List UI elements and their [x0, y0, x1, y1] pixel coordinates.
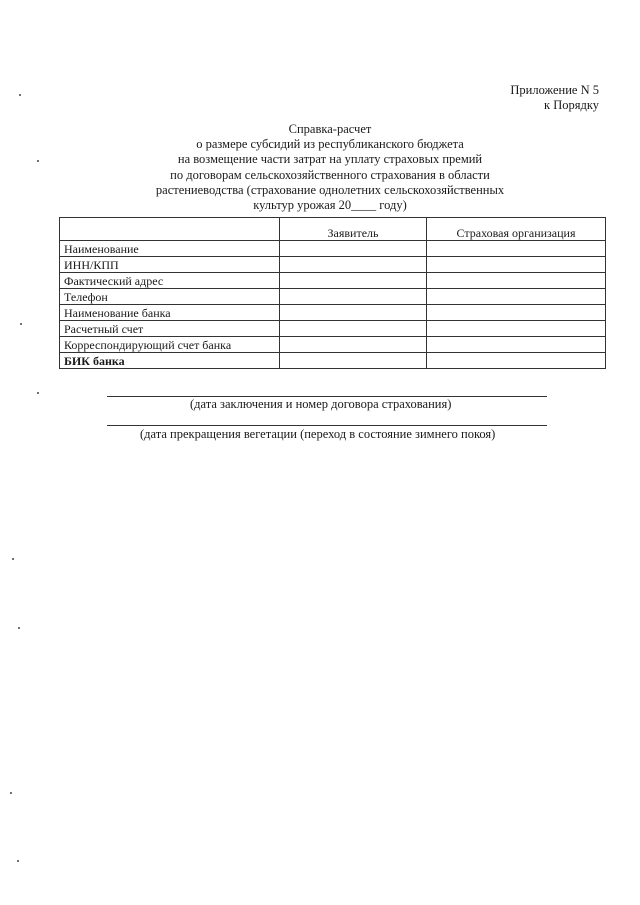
applicant-cell[interactable]	[280, 241, 427, 257]
heading-line: Справка-расчет	[288, 122, 372, 136]
insurer-cell[interactable]	[427, 353, 606, 369]
vegetation-date-line[interactable]	[107, 425, 547, 426]
scan-speck	[20, 323, 22, 325]
heading-line: культур урожая 20____ году)	[253, 198, 407, 213]
scan-speck	[17, 860, 19, 862]
applicant-cell[interactable]	[280, 289, 427, 305]
scan-speck	[19, 94, 21, 96]
table-row	[60, 273, 606, 289]
applicant-cell[interactable]	[280, 273, 427, 289]
column-header-insurer: Страховая организация	[427, 218, 606, 241]
scan-speck	[18, 627, 20, 629]
heading-line: по договорам сельскохозяйственного страхования в области	[170, 167, 490, 182]
table-row	[60, 305, 606, 321]
table-row	[60, 289, 606, 305]
applicant-cell[interactable]	[280, 305, 427, 321]
insurer-cell[interactable]	[427, 273, 606, 289]
requisites-table	[59, 217, 606, 369]
document-heading	[100, 122, 560, 213]
column-header-applicant: Заявитель	[280, 218, 427, 241]
insurer-cell[interactable]	[427, 241, 606, 257]
scan-speck	[37, 392, 39, 394]
heading-line: растениеводства (страхование однолетних сельскохозяйственных	[155, 182, 505, 197]
row-label-corr-account: Корреспондирующий счет банка	[60, 337, 280, 353]
row-label-address: Фактический адрес	[60, 273, 280, 289]
insurer-cell[interactable]	[427, 337, 606, 353]
heading-line: на возмещение части затрат на уплату страховых премий	[177, 152, 483, 167]
row-label-settlement-account: Расчетный счет	[60, 321, 280, 337]
applicant-cell[interactable]	[280, 257, 427, 273]
table-row	[60, 321, 606, 337]
insurer-cell[interactable]	[427, 305, 606, 321]
applicant-cell[interactable]	[280, 321, 427, 337]
applicant-cell[interactable]	[280, 337, 427, 353]
scan-speck	[10, 792, 12, 794]
appendix-number: Приложение N 5	[510, 83, 599, 97]
table-row	[60, 257, 606, 273]
appendix-reference: к Порядку	[544, 98, 599, 112]
heading-line: о размере субсидий из республиканского бюджета	[196, 137, 464, 152]
table-row	[60, 241, 606, 257]
insurer-cell[interactable]	[427, 321, 606, 337]
table-row	[60, 353, 606, 369]
scan-speck	[12, 558, 14, 560]
appendix-label	[510, 83, 599, 113]
applicant-cell[interactable]	[280, 353, 427, 369]
table-row	[60, 337, 606, 353]
insurer-cell[interactable]	[427, 257, 606, 273]
vegetation-date-caption: (дата прекращения вегетации (переход в состояние зимнего покоя)	[140, 427, 496, 441]
contract-date-caption: (дата заключения и номер договора страхования)	[190, 397, 452, 411]
column-header-field	[60, 218, 280, 241]
table-header-row	[60, 218, 606, 241]
insurer-cell[interactable]	[427, 289, 606, 305]
row-label-inn-kpp: ИНН/КПП	[60, 257, 280, 273]
row-label-bank-name: Наименование банка	[60, 305, 280, 321]
row-label-phone: Телефон	[60, 289, 280, 305]
row-label-bik: БИК банка	[60, 353, 280, 369]
row-label-name: Наименование	[60, 241, 280, 257]
scan-speck	[37, 160, 39, 162]
